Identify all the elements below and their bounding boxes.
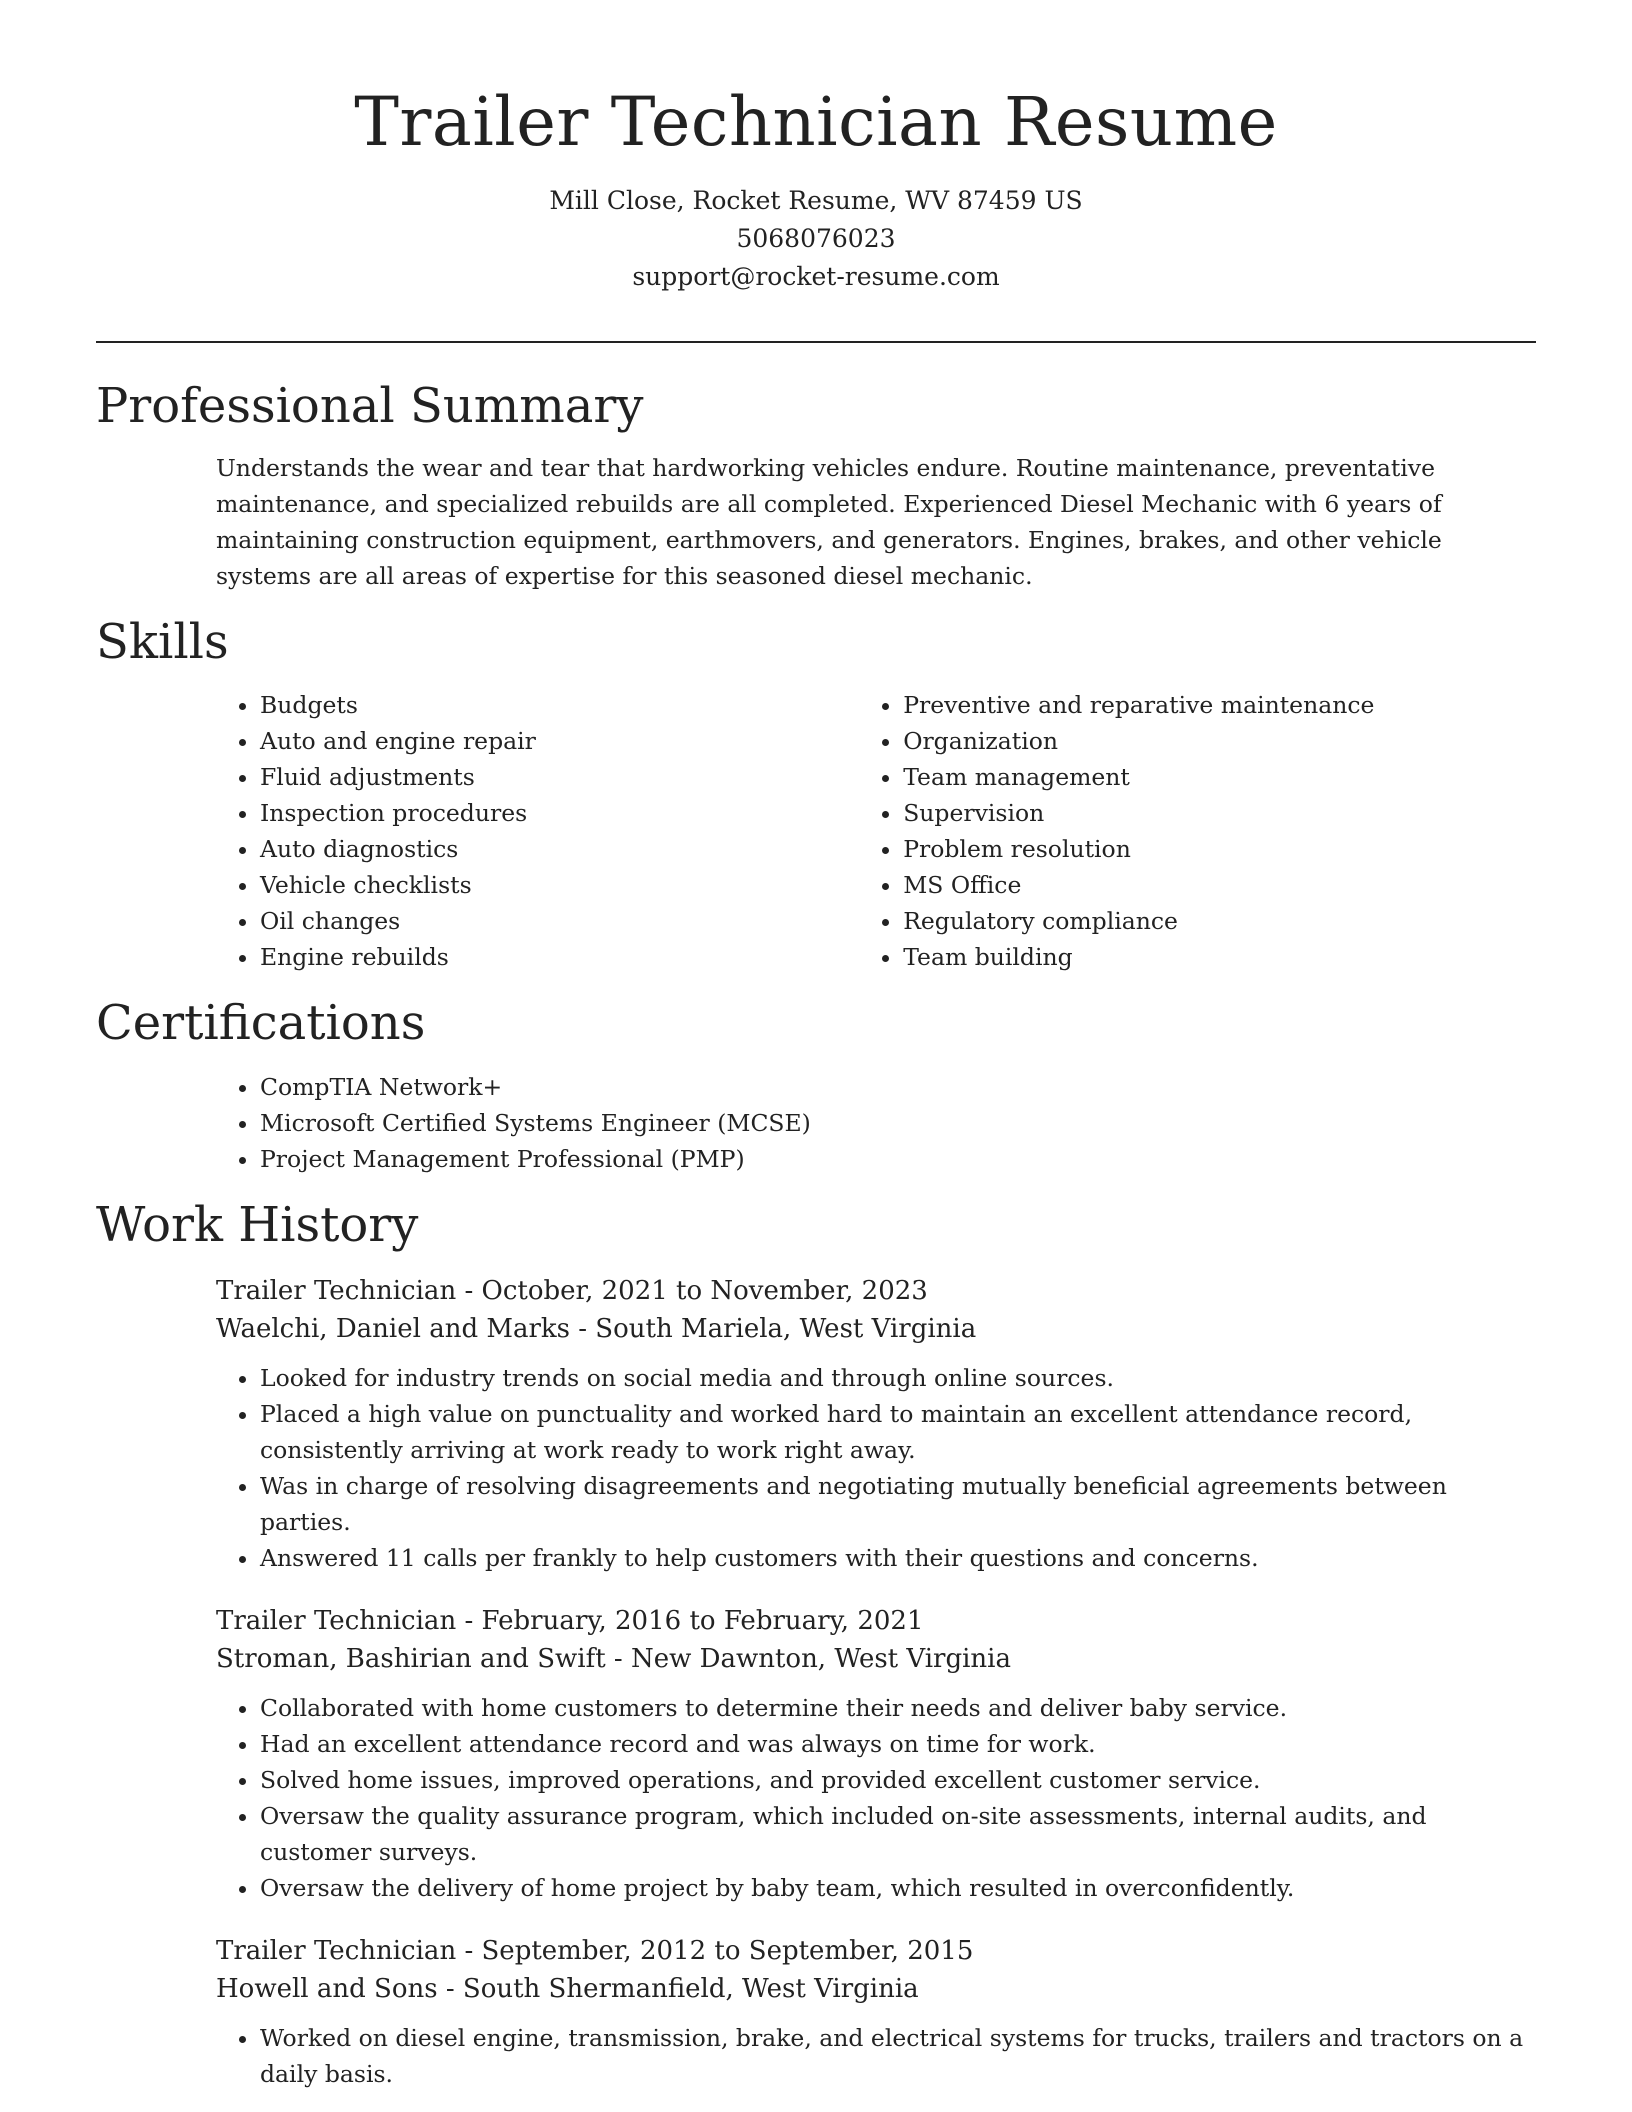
job-title-line: Trailer Technician - February, 2016 to February, 2021 [216, 1606, 924, 1637]
skill-item: • Supervision [903, 795, 1536, 831]
skill-item: • Organization [903, 723, 1536, 759]
job-bullet-list [216, 1360, 1536, 1576]
job-entry [216, 1932, 1536, 2092]
job-company-line: Waelchi, Daniel and Marks - South Mariela, West Virginia [216, 1314, 977, 1345]
job-title-line: Trailer Technician - October, 2021 to November, 2023 [216, 1276, 928, 1307]
skill-item: • Engine rebuilds [260, 939, 859, 975]
job-company-line: Howell and Sons - South Shermanfield, West Virginia [216, 1974, 919, 2005]
job-company-line: Stroman, Bashirian and Swift - New Dawnton, West Virginia [216, 1644, 1011, 1675]
skill-item: • MS Office [903, 867, 1536, 903]
skill-item: • Team building [903, 939, 1536, 975]
skill-item: • Preventive and reparative maintenance [903, 687, 1536, 723]
summary-heading: Professional Summary [96, 378, 644, 434]
job-bullet: • Placed a high value on punctuality and worked hard to maintain an excellent attendance record, consistently arriving at work ready to work right away. [260, 1396, 1536, 1468]
skill-item: • Fluid adjustments [260, 759, 859, 795]
phone-text: 5068076023 [736, 223, 896, 253]
summary-text: Understands the wear and tear that hardworking vehicles endure. Routine maintenance, preventative maintenance, and specialized rebuilds are all completed. Experienced Diesel Mechanic with 6 years of maintaining construction equipment, earthmovers, and generators. Engines, brakes, and other vehicle systems are all areas of expertise for this seasoned diesel mechanic. [216, 453, 1442, 590]
certification-item: • CompTIA Network+ [260, 1069, 1536, 1105]
job-bullet: • Had an excellent attendance record and was always on time for work. [260, 1726, 1536, 1762]
job-bullet: • Worked on diesel engine, transmission, brake, and electrical systems for trucks, trailers and tractors on a daily basis. [260, 2020, 1536, 2092]
job-bullet: • Answered 11 calls per frankly to help customers with their questions and concerns. [260, 1540, 1536, 1576]
certifications-section [96, 995, 1536, 1177]
skill-item: • Budgets [260, 687, 859, 723]
job-entry [216, 1602, 1536, 1906]
resume-body [96, 378, 1536, 2092]
resume-header [0, 0, 1632, 296]
skills-columns [216, 687, 1536, 975]
skill-item: • Oil changes [260, 903, 859, 939]
address-text: Mill Close, Rocket Resume, WV 87459 US [549, 185, 1083, 215]
certification-item: • Microsoft Certified Systems Engineer (MCSE) [260, 1105, 1536, 1141]
skills-heading: Skills [96, 613, 229, 670]
work-history-section [96, 1197, 1536, 2093]
skill-item: • Problem resolution [903, 831, 1536, 867]
header-divider [96, 341, 1536, 343]
job-bullet-list [216, 1690, 1536, 1906]
job-bullet: • Solved home issues, improved operations, and provided excellent customer service. [260, 1762, 1536, 1798]
certifications-list [216, 1069, 1536, 1177]
email-text: support@rocket-resume.com [632, 261, 1000, 291]
summary-section [96, 378, 1536, 594]
skill-item: • Auto and engine repair [260, 723, 859, 759]
job-bullet: • Oversaw the quality assurance program, which included on-site assessments, internal audits, and customer surveys. [260, 1798, 1536, 1870]
job-bullet: • Was in charge of resolving disagreements and negotiating mutually beneficial agreements between parties. [260, 1468, 1536, 1540]
certifications-heading: Certifications [96, 995, 426, 1052]
job-bullet: • Collaborated with home customers to determine their needs and deliver baby service. [260, 1690, 1536, 1726]
skills-section [96, 614, 1536, 976]
skill-item: • Inspection procedures [260, 795, 859, 831]
resume-title: Trailer Technician Resume [354, 83, 1278, 161]
job-bullet-list [216, 2020, 1536, 2092]
job-title-line: Trailer Technician - September, 2012 to September, 2015 [216, 1936, 974, 1967]
certification-item: • Project Management Professional (PMP) [260, 1141, 1536, 1177]
skills-list-left [216, 687, 859, 975]
skill-item: • Regulatory compliance [903, 903, 1536, 939]
job-entry [216, 1272, 1536, 1576]
job-bullet: • Looked for industry trends on social media and through online sources. [260, 1360, 1536, 1396]
skills-list-right [859, 687, 1536, 975]
skill-item: • Team management [903, 759, 1536, 795]
skill-item: • Auto diagnostics [260, 831, 859, 867]
skill-item: • Vehicle checklists [260, 867, 859, 903]
job-bullet: • Oversaw the delivery of home project by baby team, which resulted in overconfidently. [260, 1870, 1536, 1906]
work-history-heading: Work History [96, 1196, 419, 1253]
contact-block [0, 182, 1632, 296]
